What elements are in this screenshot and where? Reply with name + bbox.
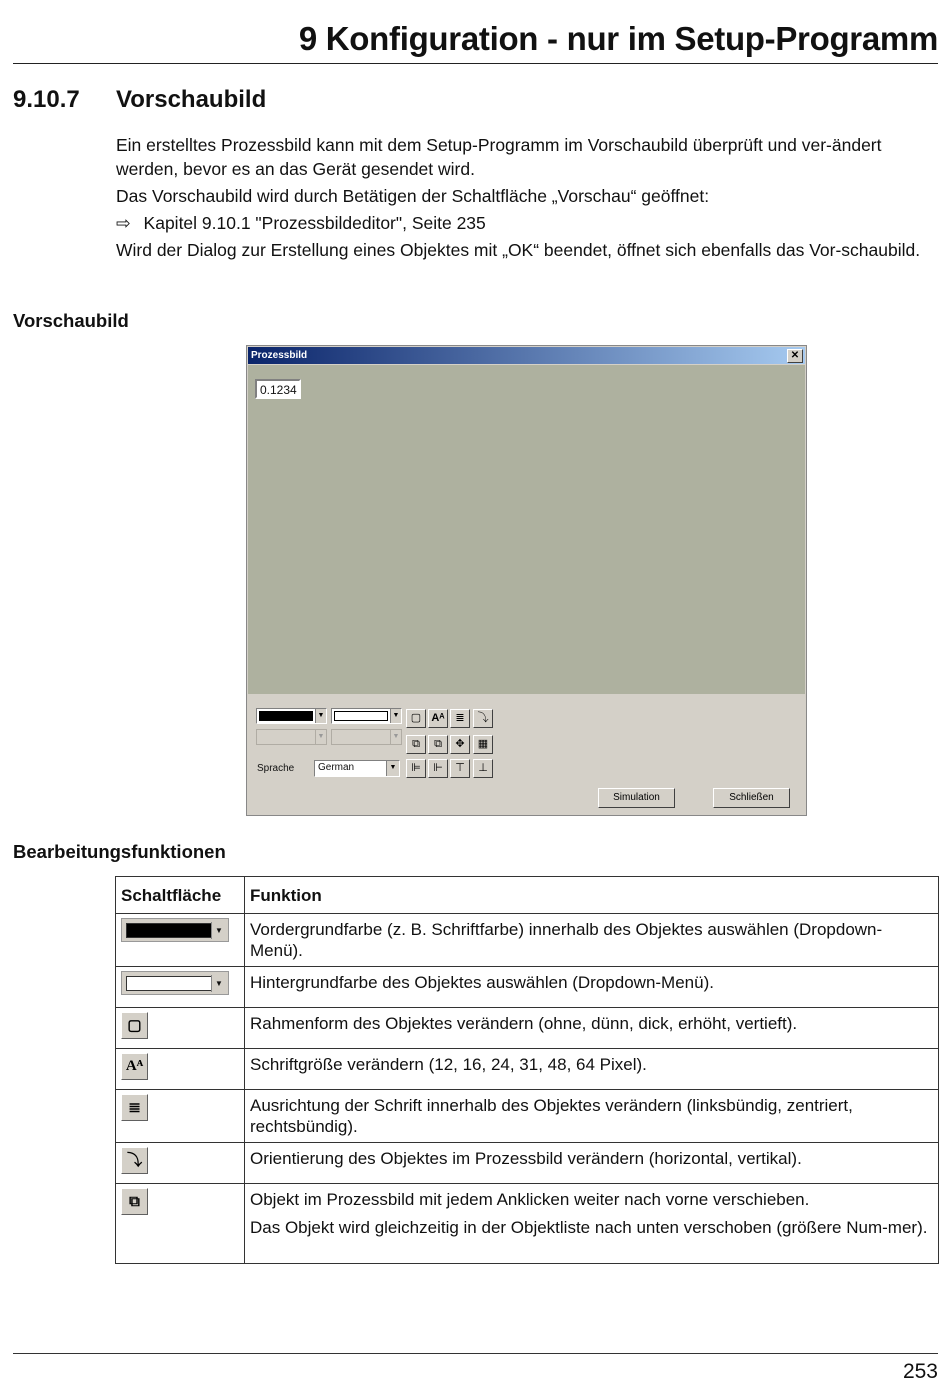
send-backward-button[interactable] <box>428 735 448 754</box>
table-row <box>116 1184 939 1264</box>
button-cell <box>116 1184 245 1264</box>
disabled-dropdown-2 <box>331 729 402 745</box>
preview-subheading: Vorschaubild <box>13 310 129 331</box>
function-cell: Ausrichtung der Schrift innerhalb des Objektes verändern (linksbündig, zentriert, rechtsbündig). <box>245 1090 939 1143</box>
move-button[interactable] <box>450 735 470 754</box>
font-size-icon: Aᴬ <box>431 712 445 724</box>
table-row <box>116 914 939 967</box>
functions-table <box>115 876 939 1264</box>
button-cell <box>116 1008 245 1049</box>
reference-link[interactable]: Kapitel 9.10.1 "Prozessbildeditor", Seite 235 <box>143 213 486 233</box>
open-paragraph: Das Vorschaubild wird durch Betätigen der Schaltfläche „Vorschau“ geöffnet: <box>116 186 710 206</box>
table-row <box>116 1143 939 1184</box>
chapter-title: 9 Konfiguration - nur im Setup-Programm <box>298 20 938 57</box>
reference-arrow-icon: ⇨ <box>116 213 131 233</box>
page-number: 253 <box>902 1360 938 1383</box>
function-cell: Orientierung des Objektes im Prozessbild verändern (horizontal, vertikal). <box>245 1143 939 1184</box>
chapter-reference <box>116 211 938 235</box>
text-align-button[interactable] <box>450 709 470 728</box>
ok-paragraph: Wird der Dialog zur Erstellung eines Objektes mit „OK“ beendet, öffnet sich ebenfalls das Vor-schaubild. <box>116 240 921 260</box>
foreground-color-dropdown[interactable] <box>256 708 327 724</box>
bring-forward-button[interactable] <box>406 735 426 754</box>
move-icon: ✥ <box>455 738 465 750</box>
language-select[interactable] <box>314 760 400 777</box>
chevron-down-icon: ▼ <box>390 730 401 744</box>
align-bottom-button[interactable] <box>473 759 493 778</box>
align-right-icon: ⊩ <box>433 762 443 774</box>
font-size-button[interactable] <box>428 709 448 728</box>
chevron-down-icon: ▼ <box>315 709 326 723</box>
functions-subheading: Bearbeitungsfunktionen <box>13 841 226 862</box>
button-cell <box>116 1049 245 1090</box>
section-number: 9.10.7 <box>13 86 80 113</box>
function-cell: Vordergrundfarbe (z. B. Schriftfarbe) innerhalb des Objektes auswählen (Dropdown-Menü). <box>245 914 939 967</box>
bring-forward-icon: ⧉ <box>121 1188 148 1215</box>
grid-icon: ▦ <box>477 738 489 750</box>
foreground-swatch <box>259 711 313 721</box>
button-cell <box>116 1143 245 1184</box>
frame-button[interactable] <box>406 709 426 728</box>
value-display[interactable]: 0.1234 <box>255 379 301 399</box>
disabled-dropdown-1 <box>256 729 327 745</box>
header-rule <box>13 63 938 64</box>
align-top-button[interactable] <box>450 759 470 778</box>
align-top-icon: ⊤ <box>455 762 465 774</box>
table-header-row <box>116 877 939 914</box>
footer-rule <box>13 1353 938 1354</box>
table-row <box>116 967 939 1008</box>
language-value: German <box>318 762 355 773</box>
button-cell <box>116 967 245 1008</box>
chevron-down-icon: ▼ <box>315 730 326 744</box>
close-dialog-button[interactable]: Schließen <box>713 788 790 808</box>
preview-dialog <box>246 345 807 816</box>
dialog-title: Prozessbild <box>251 350 308 361</box>
chevron-down-icon: ▼ <box>390 709 401 723</box>
function-text: Objekt im Prozessbild mit jedem Anklicken weiter nach vorne verschieben. <box>250 1190 810 1209</box>
section-title: Vorschaubild <box>116 86 267 113</box>
function-cell: Hintergrundfarbe des Objektes auswählen (Dropdown-Menü). <box>245 967 939 1008</box>
text-align-icon: ≣ <box>121 1094 148 1121</box>
table-row <box>116 1049 939 1090</box>
foreground-color-dropdown-icon: ▼ <box>121 918 229 942</box>
send-backward-icon: ⧉ <box>434 738 442 750</box>
bring-forward-icon: ⧉ <box>412 738 420 750</box>
intro-paragraph: Ein erstelltes Prozessbild kann mit dem Setup-Programm im Vorschaubild überprüft und ver-ändert werden, bevor es an das Gerät gesendet wird. <box>116 135 882 179</box>
background-color-dropdown-icon: ▼ <box>121 971 229 995</box>
background-color-dropdown[interactable] <box>331 708 402 724</box>
function-cell: Rahmenform des Objektes verändern (ohne, dünn, dick, erhöht, vertieft). <box>245 1008 939 1049</box>
column-header-function: Funktion <box>245 877 939 914</box>
orientation-icon: ⤵ <box>121 1147 148 1174</box>
column-header-button: Schaltfläche <box>116 877 245 914</box>
function-cell <box>245 1184 939 1264</box>
dialog-titlebar <box>248 347 805 364</box>
align-right-button[interactable] <box>428 759 448 778</box>
table-row <box>116 1008 939 1049</box>
frame-icon: ▢ <box>121 1012 148 1039</box>
button-cell <box>116 914 245 967</box>
process-canvas <box>248 365 805 694</box>
grid-button[interactable] <box>473 735 493 754</box>
background-swatch <box>334 711 388 721</box>
font-size-icon: Aᴬ <box>121 1053 148 1080</box>
orientation-icon: ⤵ <box>477 712 489 724</box>
close-icon[interactable]: ✕ <box>787 349 803 363</box>
language-label: Sprache <box>257 763 295 774</box>
function-cell: Schriftgröße verändern (12, 16, 24, 31, 48, 64 Pixel). <box>245 1049 939 1090</box>
button-cell <box>116 1090 245 1143</box>
align-left-button[interactable] <box>406 759 426 778</box>
orientation-button[interactable] <box>473 709 493 728</box>
chevron-down-icon: ▼ <box>386 761 399 776</box>
frame-icon: ▢ <box>410 712 422 724</box>
align-left-icon: ⊫ <box>411 762 421 774</box>
table-row <box>116 1090 939 1143</box>
text-align-icon: ≣ <box>455 712 465 724</box>
simulation-button[interactable]: Simulation <box>598 788 675 808</box>
function-text-note: Das Objekt wird gleichzeitig in der Objektliste nach unten verschoben (größere Num-mer). <box>250 1218 928 1237</box>
align-bottom-icon: ⊥ <box>478 762 488 774</box>
